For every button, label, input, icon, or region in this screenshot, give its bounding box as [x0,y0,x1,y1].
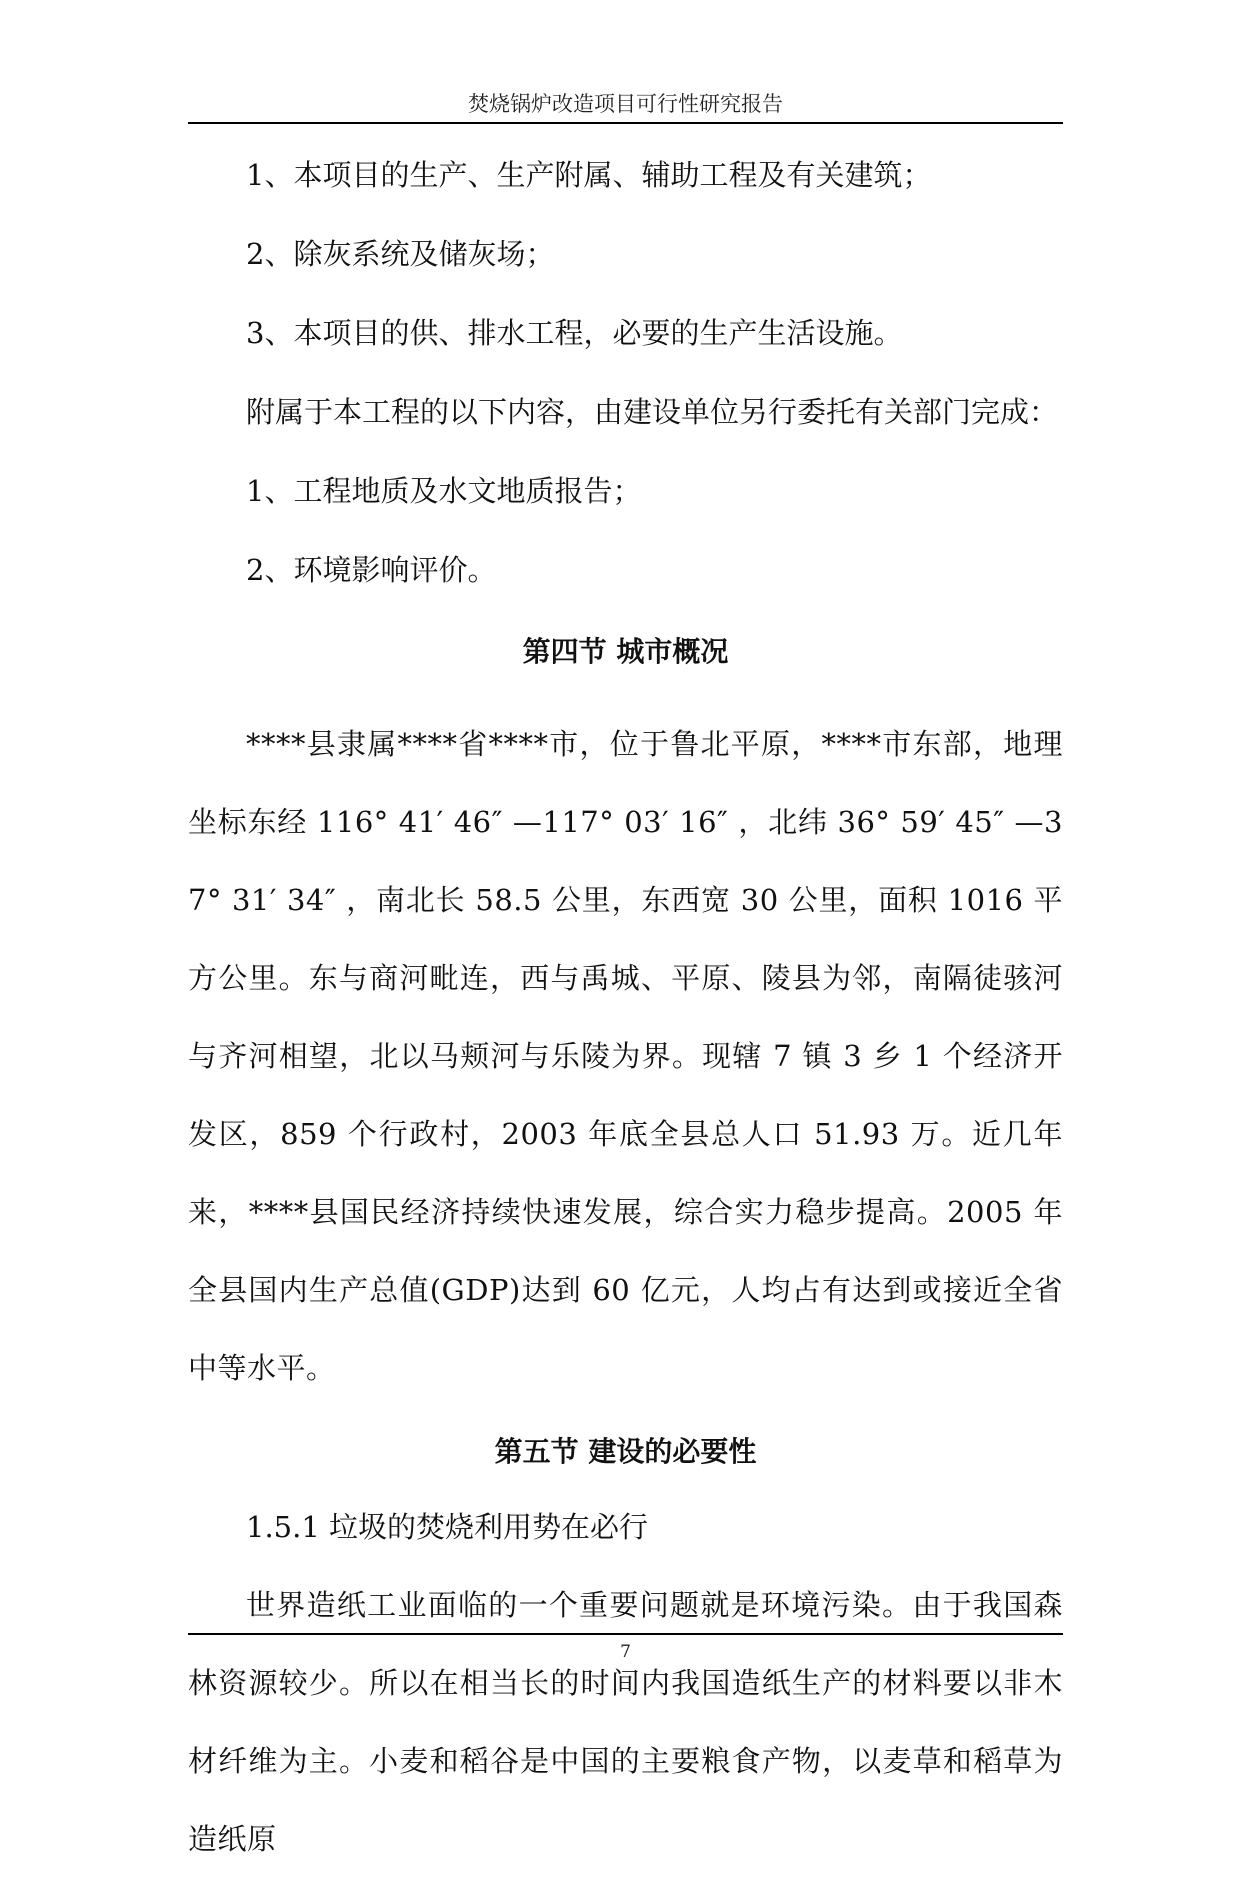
section-5-paragraph: 世界造纸工业面临的一个重要问题就是环境污染。由于我国森林资源较少。所以在相当长的时间内我国造纸生产的材料要以非木材纤维为主。小麦和稻谷是中国的主要粮食产物，以麦草和稻草为造纸原 [188,1588,1063,1856]
scope-list [188,155,1063,353]
entrusted-item: 2、环境影响评价。 [246,553,497,587]
section-4-paragraph: ****县隶属****省****市，位于鲁北平原，****市东部，地理坐标东经 116° 41′ 46″ —117° 03′ 16″ ，北纬 36° 59′ 45″ —37° 31′ 34″ ，南北长 58.5 公里，东西宽 30 公里，面积 1016 平方公里。东与商河毗连，西与禹城、平原、陵县为邻，南隔徒骇河与齐河相望，北以马颊河与乐陵为界。现辖 7 镇 3 乡 1 个经济开发区，859 个行政村，2003 年底全县总人口 51.93 万。近几年来，****县国民经济持续快速发展，综合实力稳步提高。2005 年全县国内生产总值(GDP)达到 60 亿元，人均占有达到或接近全省中等水平。 [188,727,1063,1385]
page-body [188,155,1063,1878]
scope-item: 3、本项目的供、排水工程，必要的生产生活设施。 [246,316,903,350]
section-5-heading: 第五节 建设的必要性 [494,1435,757,1468]
entrusted-intro: 附属于本工程的以下内容，由建设单位另行委托有关部门完成： [246,395,1059,429]
scope-item: 2、除灰系统及储灰场； [246,237,555,271]
running-header: 焚烧锅炉改造项目可行性研究报告 [468,92,783,116]
section-4-heading: 第四节 城市概况 [522,635,729,668]
header-rule [188,122,1063,124]
section-5-subheading: 1.5.1 垃圾的焚烧利用势在必行 [246,1510,649,1544]
page-number: 7 [620,1642,631,1662]
footer-rule [188,1633,1063,1635]
entrusted-list [188,471,1063,590]
scope-item: 1、本项目的生产、生产附属、辅助工程及有关建筑； [246,158,932,192]
entrusted-item: 1、工程地质及水文地质报告； [246,474,642,508]
